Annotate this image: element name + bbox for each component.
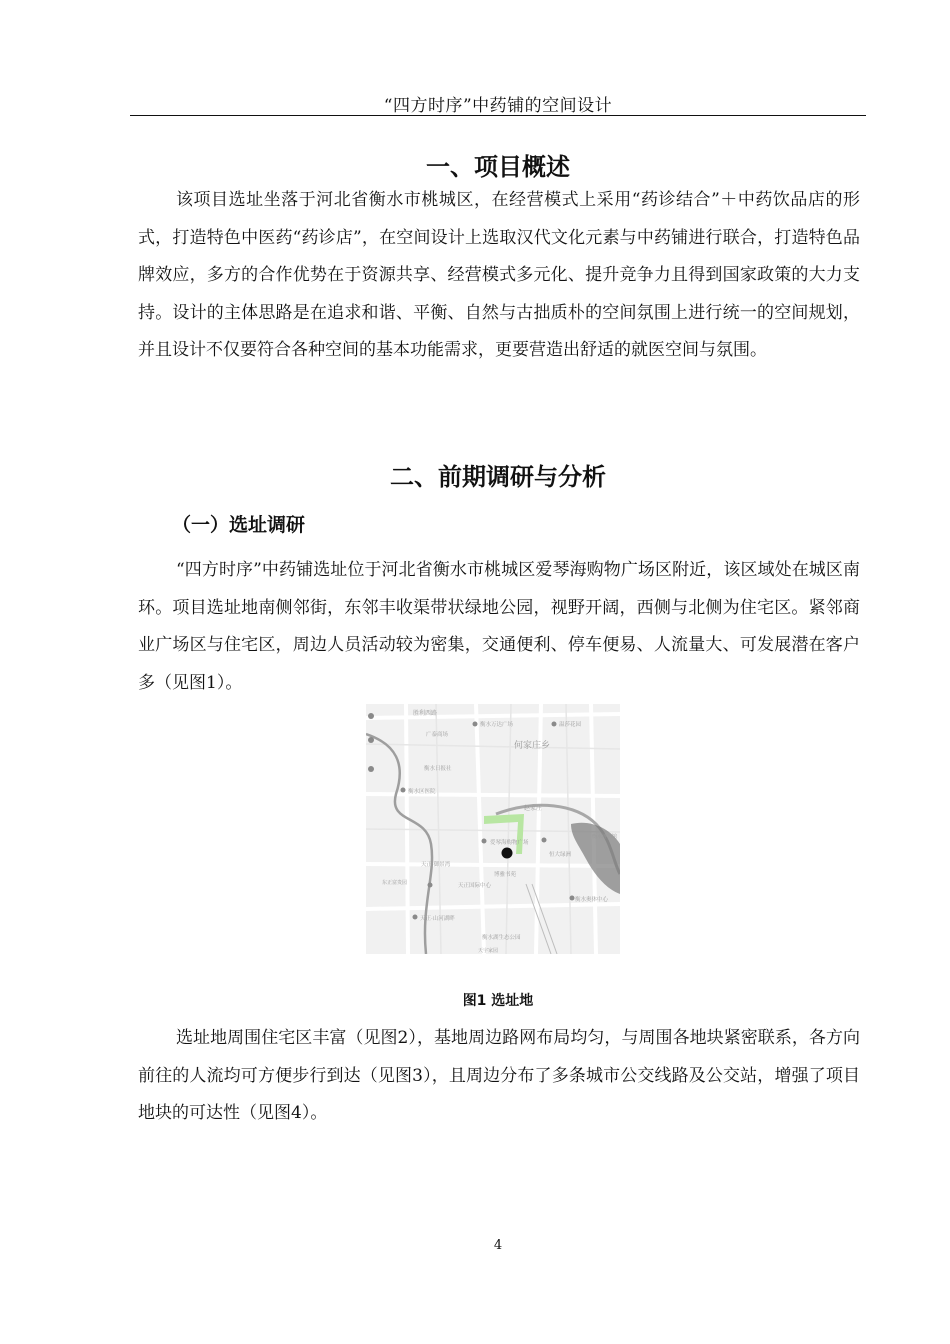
section1-paragraph: 该项目选址坐落于河北省衡水市桃城区，在经营模式上采用“药诊结合”＋中药饮品店的形式，打造特色中医药“药诊店”，在空间设计上选取汉代文化元素与中药铺进行联合，打造特色品牌效应，多方的合作优势在于资源共享、经营模式多元化、提升竞争力且得到国家政策的大力支持。设计的主体思路是在追求和谐、平衡、自然与古拙质朴的空间氛围上进行统一的空间规划，并且设计不仅要符合各种空间的基本功能需求，更要营造出舒适的就医空间与氛围。 — [138, 190, 860, 360]
map-label: 何家庄乡 — [514, 741, 551, 751]
map-label: 衡水区医院 — [408, 789, 436, 795]
header-divider — [130, 115, 866, 116]
map-label: 温莎花园 — [559, 722, 582, 728]
map-label: 爱琴海购物广场 — [490, 840, 529, 846]
map-graphic — [366, 704, 620, 954]
map-label: 恒大绿洲 — [549, 852, 572, 858]
map-label: 胜利西路 — [413, 710, 438, 717]
map-label: 衡水日报社 — [424, 766, 452, 772]
figure1-caption: 图1 选址地 — [462, 993, 534, 1009]
map-label: 东正富贵园 — [382, 880, 408, 886]
section2-paragraph-2: 选址地周围住宅区丰富（见图2），基地周边路网布局均匀，与周围各地块紧密联系，各方向前往的人流均可方便步行到达（见图3），且周边分布了多条城市公交线路及公交站，增强了项目地块的可达性（见图4）。 — [138, 1028, 860, 1123]
running-header-title: “四方时序”中药铺的空间设计 — [383, 96, 613, 116]
map-label: 衡水湖生态公园 — [482, 935, 521, 941]
map-label: 广泰商场 — [426, 732, 449, 738]
page-number: 4 — [493, 1238, 503, 1253]
section2-subheading: （一）选址调研 — [172, 514, 306, 536]
map-label: 衡水奥体中心 — [575, 897, 609, 903]
section2-paragraph-1: “四方时序”中药铺选址位于河北省衡水市桃城区爱琴海购物广场区附近，该区域处在城区南环。项目选址地南侧邻街，东邻丰收渠带状绿地公园，视野开阔，西侧与北侧为住宅区。紧邻商业广场区与住宅区，周边人员活动较为密集，交通便利、停车便易、人流量大、可发展潜在客户多（见图1）。 — [138, 560, 860, 693]
map-label: 衡水万达广场 — [480, 722, 514, 728]
map-label: 赵家庄 — [524, 805, 543, 812]
map-label: 衡水博物馆 — [592, 834, 618, 840]
map-label: 博雅书苑 — [494, 872, 517, 878]
map-label: 天正国际中心 — [458, 883, 492, 889]
map-label: 天正·御景湾 — [421, 862, 451, 868]
section2-heading: 二、前期调研与分析 — [390, 463, 606, 491]
map-label: 天宇家园 — [478, 948, 499, 954]
map-label: 天正·山河湖畔 — [420, 916, 455, 922]
section1-heading: 一、项目概述 — [426, 153, 570, 181]
site-marker — [502, 848, 513, 859]
site-location-map — [366, 704, 620, 954]
